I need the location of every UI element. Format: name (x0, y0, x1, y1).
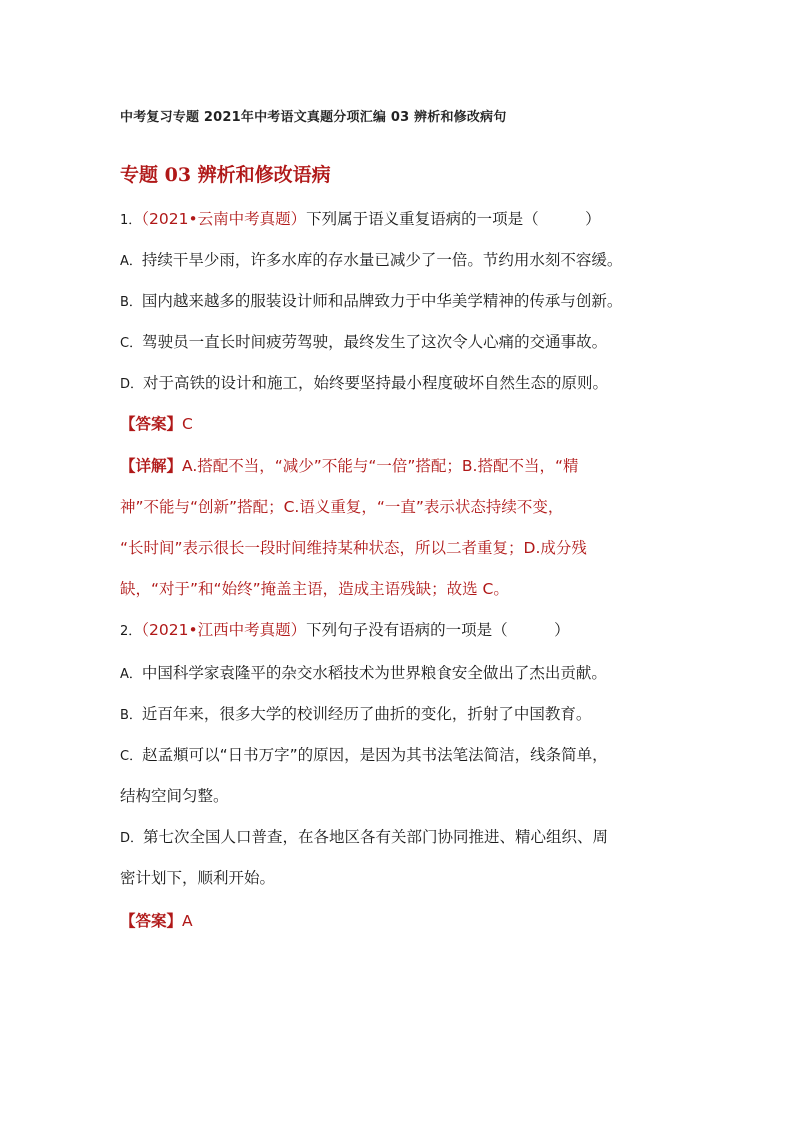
question-text: 下列句子没有语病的一项是（ ） (306, 621, 570, 639)
question-text: 下列属于语义重复语病的一项是（ ） (306, 210, 601, 228)
answer-value: C (182, 415, 193, 433)
answer-value: A (182, 912, 193, 930)
option-b (120, 702, 591, 724)
option-label: D． (120, 377, 144, 392)
option-d (120, 371, 608, 393)
option-text: 对于高铁的设计和施工，始终要坚持最小程度破坏自然生态的原则。 (143, 374, 609, 392)
option-a (120, 661, 607, 683)
explain-text: A.搭配不当，“减少”不能与“一倍”搭配；B.搭配不当，“精 (182, 457, 579, 475)
explanation-line-3: “长时间”表示很长一段时间维持某种状态，所以二者重复；D.成分残 (120, 539, 587, 557)
explanation-line-2: 神”不能与“创新”搭配；C.语义重复，“一直”表示状态持续不变， (120, 498, 564, 516)
answer-2 (120, 909, 193, 931)
option-label: C． (120, 749, 143, 764)
option-c (120, 330, 607, 352)
option-text: 第七次全国人口普查，在各地区各有关部门协同推进、精心组织、周 (143, 828, 609, 846)
explanation-line-4: 缺，“对于”和“始终”掩盖主语，造成主语残缺；故选 C。 (120, 580, 509, 598)
option-label: D． (120, 831, 144, 846)
option-label: B． (120, 295, 142, 310)
question-source: （2021•江西中考真题） (141, 621, 307, 639)
option-c-continued: 结构空间匀整。 (120, 787, 229, 805)
option-b (120, 289, 622, 311)
option-d (120, 825, 608, 847)
answer-tag: 【答案】 (120, 912, 183, 930)
option-text: 近百年来，很多大学的校训经历了曲折的变化，折射了中国教育。 (141, 705, 592, 723)
question-number: 2． (120, 624, 142, 639)
option-d-continued: 密计划下，顺利开始。 (120, 869, 276, 887)
answer-tag: 【答案】 (120, 415, 183, 433)
explain-tag: 【详解】 (120, 457, 183, 475)
question-number: 1． (120, 213, 142, 228)
option-a (120, 248, 622, 270)
option-text: 中国科学家袁隆平的杂交水稻技术为世界粮食安全做出了杰出贡献。 (141, 664, 607, 682)
option-text: 国内越来越多的服装设计师和品牌致力于中华美学精神的传承与创新。 (141, 292, 623, 310)
option-label: A． (120, 667, 142, 682)
option-label: B． (120, 708, 142, 723)
option-text: 持续干旱少雨，许多水库的存水量已减少了一倍。节约用水刻不容缓。 (141, 251, 623, 269)
option-label: C． (120, 336, 143, 351)
option-text: 驾驶员一直长时间疲劳驾驶，最终发生了这次令人心痛的交通事故。 (142, 333, 608, 351)
section-title: 专题 03 辨析和修改语病 (120, 164, 331, 186)
answer-1 (120, 412, 193, 434)
question-1-stem (120, 207, 601, 229)
question-2-stem (120, 618, 570, 640)
explanation-line-1 (120, 454, 579, 476)
option-label: A． (120, 254, 142, 269)
option-c (120, 743, 608, 765)
document-header: 中考复习专题 2021年中考语文真题分项汇编 03 辨析和修改病句 (120, 110, 507, 125)
question-source: （2021•云南中考真题） (141, 210, 307, 228)
option-text: 赵孟頫可以“日书万字”的原因，是因为其书法笔法简洁，线条简单， (142, 746, 608, 764)
